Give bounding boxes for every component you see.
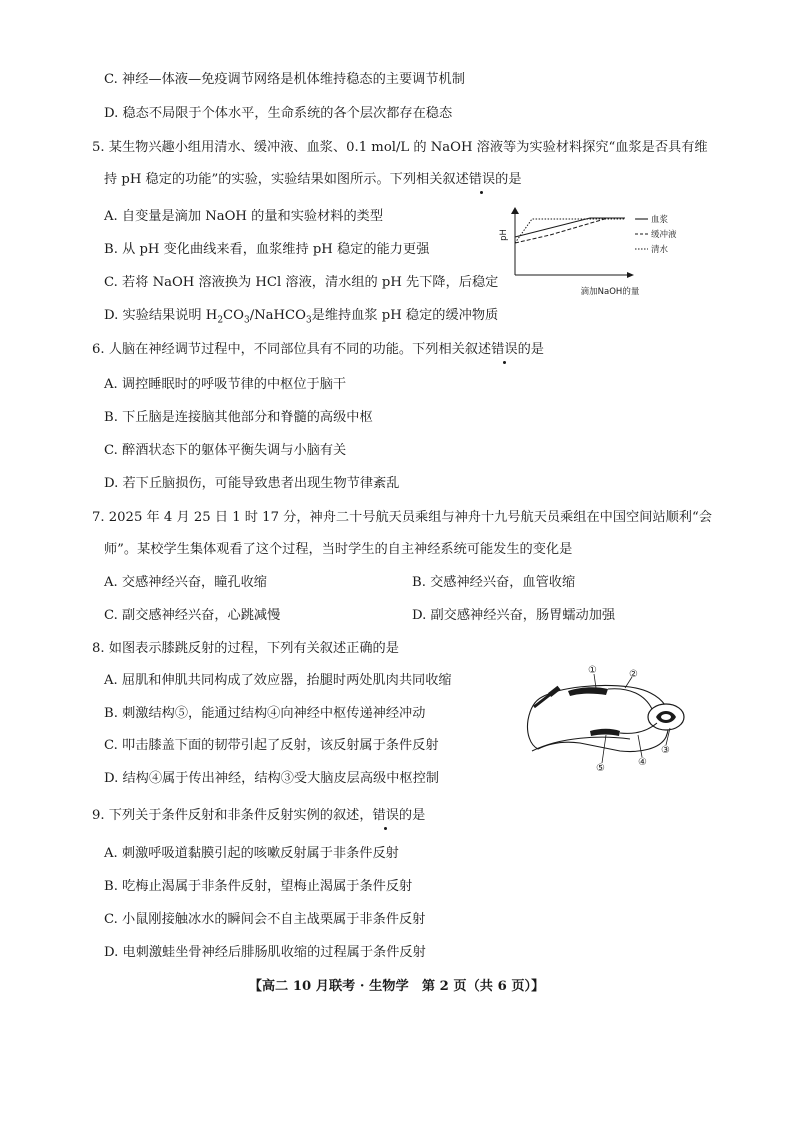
q5-option-d: D. 实验结果说明 $H_2CO_3/NaHCO_3$是维持血浆 pH 稳定的缓冲物质 <box>104 308 499 326</box>
label-5: ⑤ <box>596 763 605 774</box>
q7-option-c: C. 副交感神经兴奋，心跳减慢 <box>104 608 281 623</box>
q4-option-d: D. 稳态不局限于个体水平，生命系统的各个层次都存在稳态 <box>104 106 453 121</box>
q9-stem: 9. 下列关于条件反射和非条件反射实例的叙述，错误的是 <box>92 808 426 823</box>
q7-option-b: B. 交感神经兴奋，血管收缩 <box>412 575 576 590</box>
q8-option-a: A. 屈肌和伸肌共同构成了效应器，抬腿时两处肌肉共同收缩 <box>104 673 452 688</box>
chart-xlabel: 滴加NaOH的量 <box>580 287 640 297</box>
q6-option-b: B. 下丘脑是连接脑其他部分和脊髓的高级中枢 <box>104 410 373 425</box>
q8-stem: 8. 如图表示膝跳反射的过程，下列有关叙述正确的是 <box>92 641 399 656</box>
q8-reflex-figure <box>520 665 695 777</box>
q4-option-c: C. 神经—体液—免疫调节网络是机体维持稳态的主要调节机制 <box>104 72 465 87</box>
label-4: ④ <box>638 757 647 768</box>
q9-emphasis: 错误 <box>372 808 399 823</box>
q5-ph-chart <box>490 205 690 300</box>
q7-stem-line2: 师”。某校学生集体观看了这个过程，当时学生的自主神经系统可能发生的变化是 <box>104 542 573 557</box>
q8-option-d: D. 结构④属于传出神经，结构③受大脑皮层高级中枢控制 <box>104 771 439 786</box>
q7-stem-line1: 7. 2025 年 4 月 25 日 1 时 17 分，神舟二十号航天员乘组与神舟十九号航天员乘组在中国空间站顺利“会 <box>92 510 712 525</box>
q6-option-c: C. 醉酒状态下的躯体平衡失调与小脑有关 <box>104 443 347 458</box>
q6-stem: 6. 人脑在神经调节过程中，不同部位具有不同的功能。下列相关叙述错误的是 <box>92 342 544 357</box>
q9-option-b: B. 吃梅止渴属于非条件反射，望梅止渴属于条件反射 <box>104 879 413 894</box>
label-2: ② <box>629 669 638 680</box>
q6-option-a: A. 调控睡眠时的呼吸节律的中枢位于脑干 <box>104 377 347 392</box>
label-3: ③ <box>661 745 670 756</box>
q5-emphasis: 错误 <box>468 172 496 187</box>
q5-option-c: C. 若将 NaOH 溶液换为 HCl 溶液，清水组的 pH 先下降，后稳定 <box>104 275 499 290</box>
q9-option-d: D. 电刺激蛙坐骨神经后腓肠肌收缩的过程属于条件反射 <box>104 945 426 960</box>
page-footer: 【高二 10 月联考 · 生物学 第 2 页（共 6 页）】 <box>248 979 545 994</box>
q8-option-c: C. 叩击膝盖下面的韧带引起了反射，该反射属于条件反射 <box>104 738 439 753</box>
q5-stem-line1: 5. 某生物兴趣小组用清水、缓冲液、血浆、0.1 mol/L 的 NaOH 溶液等为实验材料探究“血浆是否具有维 <box>92 140 708 155</box>
q5-option-b: B. 从 pH 变化曲线来看，血浆维持 pH 稳定的能力更强 <box>104 242 430 257</box>
q5-stem-line2: 持 pH 稳定的功能”的实验，实验结果如图所示。下列相关叙述错误的是 <box>104 172 522 187</box>
legend-plasma: 血浆 <box>651 215 669 225</box>
legend-water: 清水 <box>651 245 669 255</box>
q9-option-c: C. 小鼠刚接触冰水的瞬间会不自主战栗属于非条件反射 <box>104 912 426 927</box>
label-1: ① <box>588 665 597 676</box>
q8-option-b: B. 刺激结构⑤，能通过结构④向神经中枢传递神经冲动 <box>104 706 426 721</box>
chart-ylabel: pH <box>499 229 509 241</box>
legend-buffer: 缓冲液 <box>651 230 677 240</box>
series-plasma-line <box>515 218 625 237</box>
q9-option-a: A. 刺激呼吸道黏膜引起的咳嗽反射属于非条件反射 <box>104 846 399 861</box>
q7-option-a: A. 交感神经兴奋，瞳孔收缩 <box>104 575 267 590</box>
q5-option-a: A. 自变量是滴加 NaOH 的量和实验材料的类型 <box>104 209 384 224</box>
q6-emphasis: 错误 <box>491 342 518 357</box>
q7-option-d: D. 副交感神经兴奋，肠胃蠕动加强 <box>412 608 616 623</box>
series-buffer-line <box>515 218 625 243</box>
q6-option-d: D. 若下丘脑损伤，可能导致患者出现生物节律紊乱 <box>104 476 400 491</box>
